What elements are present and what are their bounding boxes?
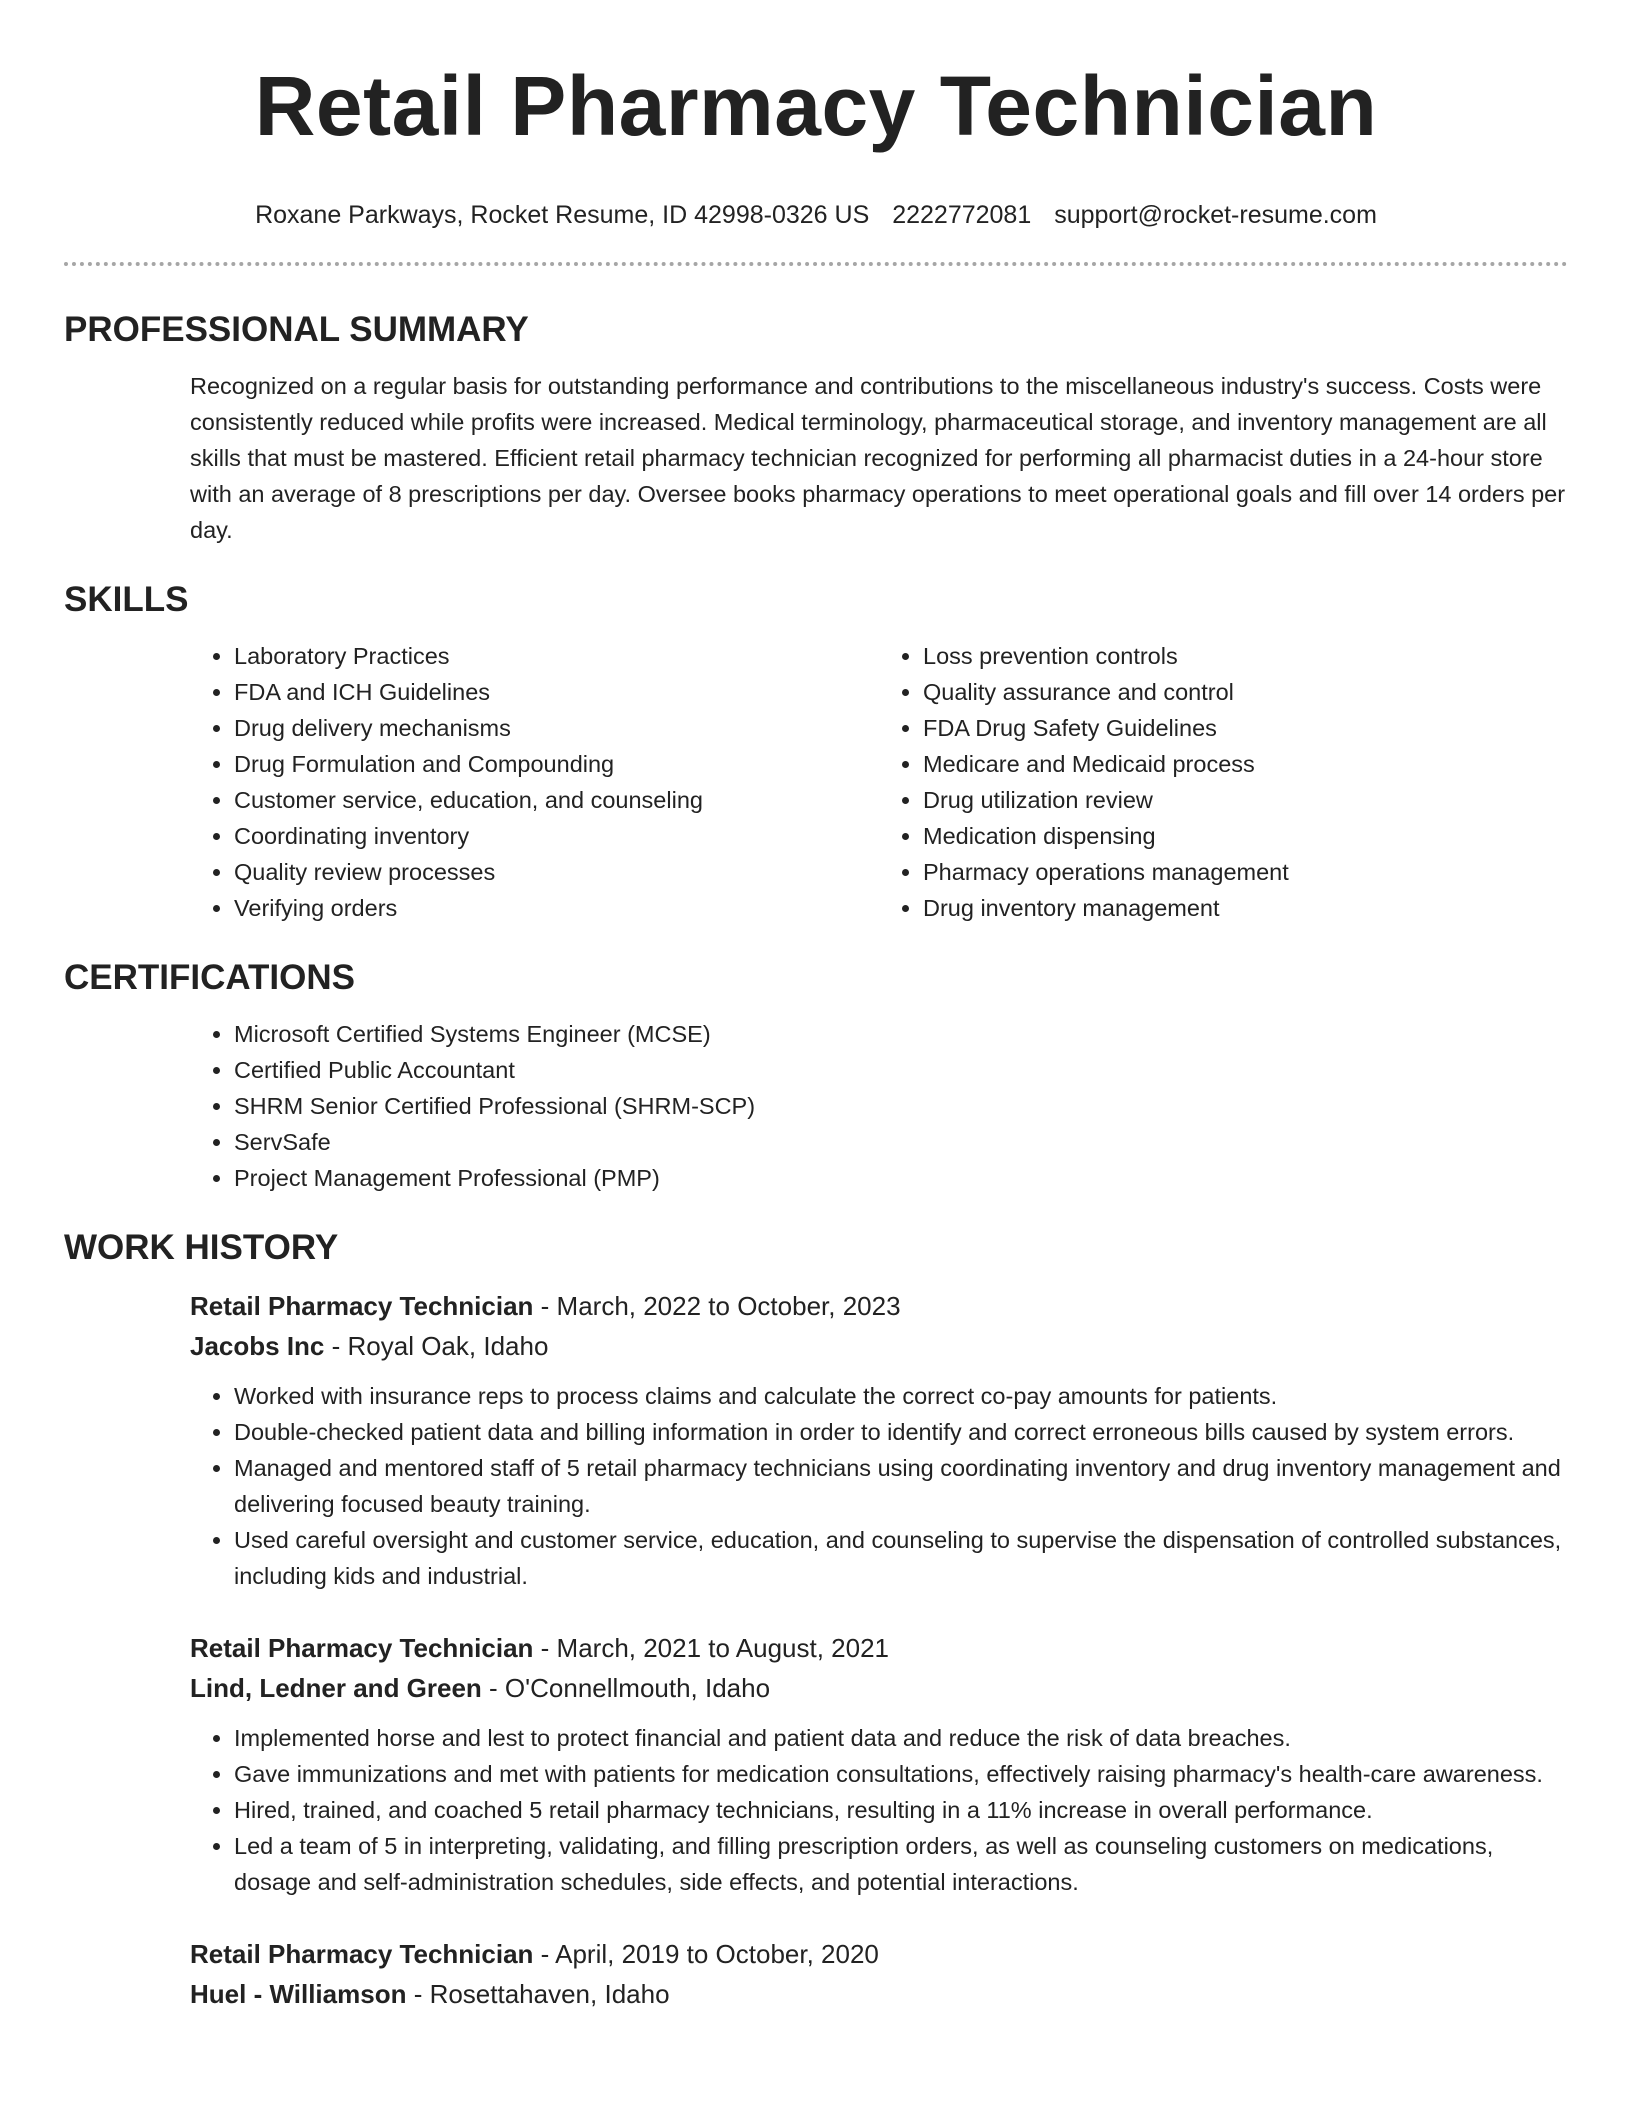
list-item: • Used careful oversight and customer service, education, and counseling to supervise the dispensation of controlled substances, including kids and industrial. bbox=[234, 1522, 1568, 1594]
certifications-heading: CERTIFICATIONS bbox=[64, 958, 356, 997]
job-location: - Rosettahaven, Idaho bbox=[406, 1979, 670, 2009]
list-item: • Quality review processes bbox=[234, 854, 879, 890]
skills-heading: SKILLS bbox=[64, 580, 189, 619]
list-item: • Drug utilization review bbox=[923, 782, 1568, 818]
job-title-line bbox=[190, 1934, 1568, 1974]
job-company: Lind, Ledner and Green bbox=[190, 1673, 482, 1703]
list-item: • Laboratory Practices bbox=[234, 638, 879, 674]
contact-address: Roxane Parkways, Rocket Resume, ID 42998-0326 US bbox=[255, 201, 870, 229]
job-location: - O'Connellmouth, Idaho bbox=[481, 1673, 771, 1703]
list-item: • Project Management Professional (PMP) bbox=[234, 1160, 1568, 1196]
job-bullets bbox=[190, 1378, 1568, 1594]
list-item: • Microsoft Certified Systems Engineer (MCSE) bbox=[234, 1016, 1568, 1052]
job-title-line bbox=[190, 1628, 1568, 1668]
summary-heading: PROFESSIONAL SUMMARY bbox=[64, 310, 529, 349]
job-dates: - March, 2022 to October, 2023 bbox=[533, 1291, 901, 1321]
list-item: • Managed and mentored staff of 5 retail pharmacy technicians using coordinating inventory and drug inventory management and delivering focused beauty training. bbox=[234, 1450, 1568, 1522]
list-item: • Drug delivery mechanisms bbox=[234, 710, 879, 746]
list-item: • Loss prevention controls bbox=[923, 638, 1568, 674]
list-item: • FDA Drug Safety Guidelines bbox=[923, 710, 1568, 746]
resume-title: Retail Pharmacy Technician bbox=[254, 59, 1378, 153]
skills-list-left bbox=[190, 638, 879, 926]
summary-section bbox=[64, 308, 1568, 548]
list-item: • Led a team of 5 in interpreting, validating, and filling prescription orders, as well as counseling customers on medications, dosage and self-administration schedules, side effects, and potential interactions. bbox=[234, 1828, 1568, 1900]
list-item: • SHRM Senior Certified Professional (SHRM-SCP) bbox=[234, 1088, 1568, 1124]
list-item: • Medicare and Medicaid process bbox=[923, 746, 1568, 782]
job-company: Huel - Williamson bbox=[190, 1979, 407, 2009]
list-item: • FDA and ICH Guidelines bbox=[234, 674, 879, 710]
list-item: • Quality assurance and control bbox=[923, 674, 1568, 710]
job-dates: - March, 2021 to August, 2021 bbox=[533, 1633, 889, 1663]
job-company-line bbox=[190, 1326, 1568, 1366]
certifications-section bbox=[64, 956, 1568, 1196]
list-item: • Drug inventory management bbox=[923, 890, 1568, 926]
header-divider bbox=[64, 262, 1568, 266]
job-title: Retail Pharmacy Technician bbox=[190, 1291, 534, 1321]
list-item: • Worked with insurance reps to process claims and calculate the correct co-pay amounts for patients. bbox=[234, 1378, 1568, 1414]
job-company-line bbox=[190, 1668, 1568, 1708]
list-item: • Drug Formulation and Compounding bbox=[234, 746, 879, 782]
skills-list-right bbox=[879, 638, 1568, 926]
list-item: • Medication dispensing bbox=[923, 818, 1568, 854]
job-company-line bbox=[190, 1974, 1568, 2014]
contact-phone: 2222772081 bbox=[892, 201, 1032, 229]
list-item: • Customer service, education, and counseling bbox=[234, 782, 879, 818]
work-history-section bbox=[64, 1226, 1568, 2014]
summary-text: Recognized on a regular basis for outstanding performance and contributions to the miscellaneous industry's success. Costs were consistently reduced while profits were increased. Medical terminology, pharmaceutical storage, and inventory management are all skills that must be mastered. Efficient retail pharmacy technician recognized for performing all pharmacist duties in a 24-hour store with an average of 8 prescriptions per day. Oversee books pharmacy operations to meet operational goals and fill over 14 orders per day. bbox=[190, 373, 1566, 543]
job-entry bbox=[190, 1628, 1568, 1900]
job-location: - Royal Oak, Idaho bbox=[324, 1331, 549, 1361]
list-item: • Double-checked patient data and billing information in order to identify and correct erroneous bills caused by system errors. bbox=[234, 1414, 1568, 1450]
job-bullets bbox=[190, 1720, 1568, 1900]
list-item: • Verifying orders bbox=[234, 890, 879, 926]
job-title-line bbox=[190, 1286, 1568, 1326]
job-entry bbox=[190, 1934, 1568, 2014]
list-item: • Implemented horse and lest to protect financial and patient data and reduce the risk of data breaches. bbox=[234, 1720, 1568, 1756]
list-item: • Coordinating inventory bbox=[234, 818, 879, 854]
list-item: • ServSafe bbox=[234, 1124, 1568, 1160]
job-title: Retail Pharmacy Technician bbox=[190, 1939, 534, 1969]
contact-email: support@rocket-resume.com bbox=[1054, 201, 1377, 229]
job-title: Retail Pharmacy Technician bbox=[190, 1633, 534, 1663]
contact-line bbox=[64, 198, 1568, 232]
list-item: • Gave immunizations and met with patients for medication consultations, effectively raising pharmacy's health-care awareness. bbox=[234, 1756, 1568, 1792]
certifications-list bbox=[190, 1016, 1568, 1196]
skills-section bbox=[64, 578, 1568, 926]
job-entry bbox=[190, 1286, 1568, 1594]
list-item: • Pharmacy operations management bbox=[923, 854, 1568, 890]
list-item: • Hired, trained, and coached 5 retail pharmacy technicians, resulting in a 11% increase in overall performance. bbox=[234, 1792, 1568, 1828]
skills-grid bbox=[190, 638, 1568, 926]
list-item: • Certified Public Accountant bbox=[234, 1052, 1568, 1088]
job-company: Jacobs Inc bbox=[190, 1331, 325, 1361]
job-dates: - April, 2019 to October, 2020 bbox=[533, 1939, 879, 1969]
work-history-heading: WORK HISTORY bbox=[64, 1228, 339, 1267]
